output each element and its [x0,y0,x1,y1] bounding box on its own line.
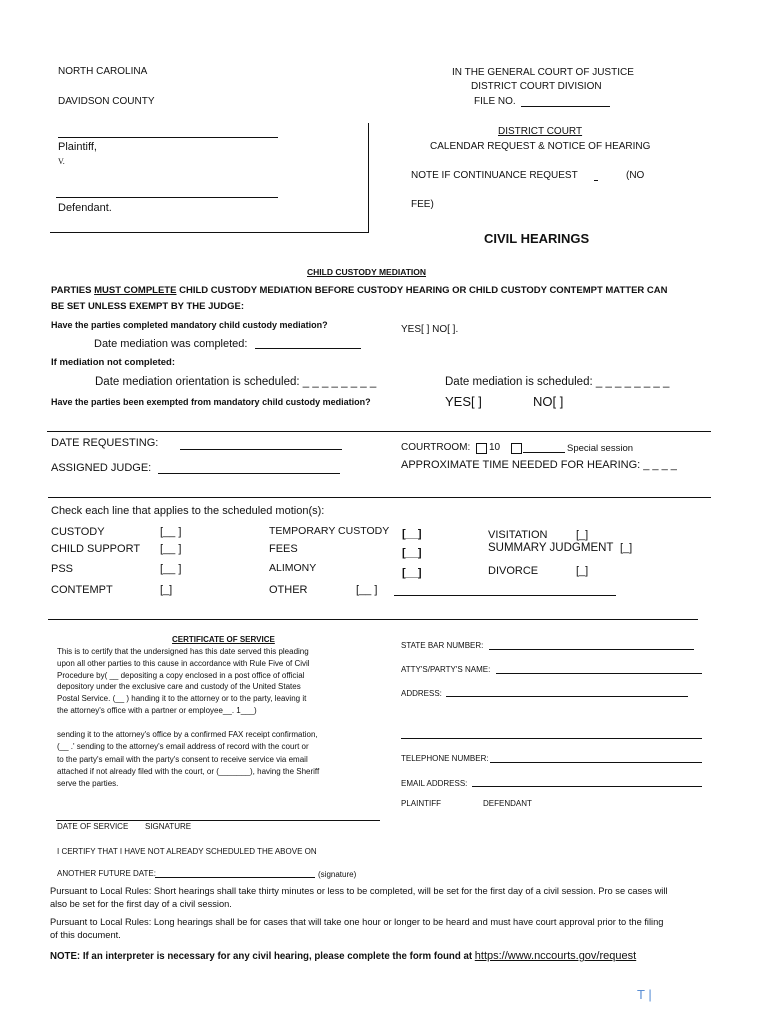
mediation-heading: CHILD CUSTODY MEDIATION [307,267,427,277]
orientation-date-field[interactable]: Date mediation orientation is scheduled: _ _ _ _ _ _ _ _ [95,376,377,388]
state-name: NORTH CAROLINA [58,66,148,77]
continuance-fee: FEE) [411,199,434,210]
courtroom-10-checkbox[interactable] [476,443,487,454]
assigned-judge-field[interactable] [158,473,340,474]
motion-custody-box[interactable]: [__ ] [160,526,182,538]
date-requesting-label: DATE REQUESTING: [51,437,159,449]
district-court-title: DISTRICT COURT [498,126,583,137]
form-subtitle: CALENDAR REQUEST & NOTICE OF HEARING [430,141,651,152]
exempt-no-box[interactable]: NO[ ] [533,394,564,409]
signature-paren-label: (signature) [318,870,357,879]
motion-divorce-box[interactable]: [_] [576,565,589,577]
motion-pss-label: PSS [51,563,74,575]
motion-temporary-custody-box[interactable]: [__] [402,528,422,540]
motion-visitation-box[interactable]: [_] [576,529,589,541]
motion-custody-label: CUSTODY [51,526,105,538]
county-name: DAVIDSON COUNTY [58,96,155,107]
continuance-note: NOTE IF CONTINUANCE REQUEST [411,170,578,181]
certificate-paragraph-2: sending it to the attorney's office by a confirmed FAX receipt confirmation, (__ .' sending to the attorney's email address of record with the court or to the party's email with the party's consent to receive service via email attached if not already filed with the court, or (_______), having the Sheriff serve the parties. [57,730,320,789]
email-field[interactable] [472,786,702,787]
motion-summary-judgment-label: SUMMARY JUDGMENT [488,542,614,554]
state-bar-field[interactable] [489,649,694,650]
file-no-label: FILE NO. [474,96,516,107]
interpreter-note: NOTE: If an interpreter is necessary for any civil hearing, please complete the form found at https://www.nccourts.gov/request [50,950,637,962]
approx-time-field[interactable]: APPROXIMATE TIME NEEDED FOR HEARING: _ _ _ _ [401,459,677,471]
local-rule-long: Pursuant to Local Rules: Long hearings shall be for cases that will take one hour or longer to be heard and must have court approval prior to the filing of this document. [50,917,664,940]
motion-summary-judgment-box[interactable]: [_] [620,542,633,554]
section-rule-1 [47,431,711,432]
motion-divorce-label: DIVORCE [488,565,539,577]
court-line-2: DISTRICT COURT DIVISION [471,81,602,92]
caption-divider [368,123,369,233]
address-field-2[interactable] [401,738,702,739]
motion-fees-label: FEES [269,543,298,555]
plaintiff-label: Plaintiff, [58,141,97,153]
state-bar-label: STATE BAR NUMBER: [401,641,484,650]
motion-fees-box[interactable]: [__] [402,547,422,559]
motion-other-box[interactable]: [__ ] [356,584,378,596]
future-date-field[interactable] [155,877,315,878]
local-rule-short: Pursuant to Local Rules: Short hearings shall take thirty minutes or less to be completed, will be set for the first day of a civil session. Pro se cases will also be set for the first day of a civil session. [50,886,668,909]
telephone-field[interactable] [490,762,702,763]
defendant-label: Defendant. [58,202,112,214]
date-completed-field[interactable] [255,348,361,349]
service-signature-line[interactable] [56,820,380,821]
defendant-option[interactable]: DEFENDANT [483,799,532,808]
date-completed-label: Date mediation was completed: [94,338,248,350]
continuance-no: (NO [626,170,645,181]
mediation-instruction-line1: PARTIES MUST COMPLETE CHILD CUSTODY MEDIATION BEFORE CUSTODY HEARING OR CHILD CUSTODY CONTEMPT MATTER CAN [51,285,668,296]
motion-child-support-box[interactable]: [__ ] [160,543,182,555]
motion-child-support-label: CHILD SUPPORT [51,543,141,555]
not-completed-label: If mediation not completed: [51,357,176,368]
future-date-label: ANOTHER FUTURE DATE: [57,869,156,878]
mediation-q1-answer[interactable]: YES[ ] NO[ ]. [401,324,459,335]
civil-hearings-title: CIVIL HEARINGS [484,231,590,246]
motion-visitation-label: VISITATION [488,529,548,541]
special-session-checkbox[interactable] [511,443,522,454]
defendant-name-field[interactable] [56,197,278,198]
courtroom-number: 10 [489,442,501,453]
assigned-judge-label: ASSIGNED JUDGE: [51,462,152,474]
section-rule-2 [48,497,711,498]
file-no-field[interactable] [521,106,610,107]
continuance-field[interactable] [594,180,598,181]
exempt-yes-box[interactable]: YES[ ] [445,394,482,409]
date-requesting-field[interactable] [180,449,342,450]
telephone-label: TELEPHONE NUMBER: [401,754,489,763]
motion-temporary-custody-label: TEMPORARY CUSTODY [269,525,390,537]
certify-statement: I CERTIFY THAT I HAVE NOT ALREADY SCHEDULED THE ABOVE ON [57,847,317,856]
date-of-service-label: DATE OF SERVICE [57,822,129,831]
plaintiff-option[interactable]: PLAINTIFF [401,799,442,808]
motion-contempt-label: CONTEMPT [51,584,113,596]
mediation-instruction-line2: BE SET UNLESS EXEMPT BY THE JUDGE: [51,301,245,312]
motions-instruction: Check each line that applies to the scheduled motion(s): [51,505,325,517]
attorney-name-field[interactable] [496,673,702,674]
caption-bottom-rule [50,232,368,233]
motion-contempt-box[interactable]: [_] [160,584,173,596]
attorney-name-label: ATTY'S/PARTY'S NAME: [401,665,491,674]
mediation-question-1: Have the parties completed mandatory child custody mediation? [51,320,328,330]
certificate-title: CERTIFICATE OF SERVICE [172,635,275,644]
court-line-1: IN THE GENERAL COURT OF JUSTICE [452,67,634,78]
address-label: ADDRESS: [401,689,442,698]
signature-label: SIGNATURE [145,822,192,831]
mediation-scheduled-field[interactable]: Date mediation is scheduled: _ _ _ _ _ _ _ _ [445,376,670,388]
motion-alimony-label: ALIMONY [269,562,317,574]
motion-other-field[interactable] [394,595,616,596]
certificate-paragraph-1: This is to certify that the undersigned has this date served this pleading upon all other parties to this cause in accordance with Rule Five of Civil Procedure by( __ depositing a copy enclosed in a post office of official depository under the exclusive care and custody of the United States Postal Service. (__ ) handing it to the attorney or to the party, leaving it the attorney's office with a partner or employee__. 1___) [57,647,310,715]
plaintiff-name-field[interactable] [58,137,278,138]
special-session-label: Special session [567,443,634,454]
section-rule-3 [48,619,698,620]
mediation-question-2: Have the parties been exempted from mandatory child custody mediation? [51,397,371,407]
motion-alimony-box[interactable]: [__] [402,567,422,579]
page-marker: T | [637,987,652,1002]
email-label: EMAIL ADDRESS: [401,779,468,788]
versus-label: V. [58,157,65,166]
courtroom-label: COURTROOM: [401,442,471,453]
motion-pss-box[interactable]: [__ ] [160,563,182,575]
special-session-field[interactable] [523,452,565,453]
request-url-link[interactable]: https://www.nccourts.gov/request [474,950,637,962]
address-field-1[interactable] [446,696,688,697]
motion-other-label: OTHER [269,584,308,596]
